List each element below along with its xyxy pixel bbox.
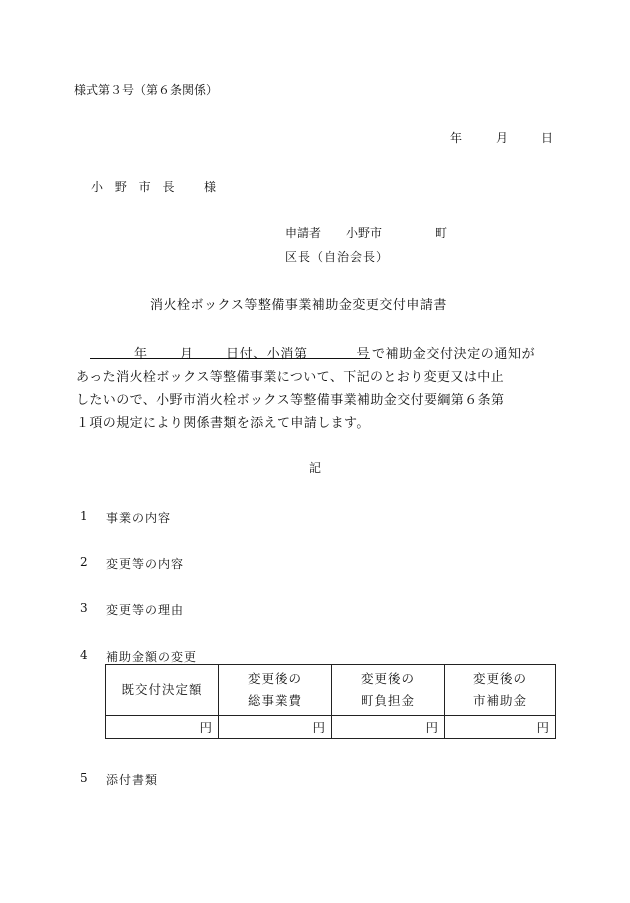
item-2-label: 変更等の内容 <box>106 557 185 571</box>
ref-day: 日付、小消第 <box>226 347 308 362</box>
header-town-line1: 変更後の <box>360 671 415 686</box>
applicant-city: 小野市 <box>346 226 383 240</box>
body-line-2: あった消火栓ボックス等整備事業について、下記のとおり変更又は中止 <box>76 370 505 385</box>
addressee-name: 小 野 市 長 <box>91 180 179 194</box>
value-existing[interactable] <box>106 716 219 739</box>
reference-date-blank <box>90 343 308 362</box>
header-cell-total-cost <box>219 665 332 716</box>
header-cell-existing <box>106 665 219 716</box>
item-3-label: 変更等の理由 <box>106 603 185 617</box>
ref-issue: 号 <box>356 347 370 362</box>
item-5-label: 添付書類 <box>106 773 159 787</box>
addressee-honorific: 様 <box>204 180 217 194</box>
header-cell-town-share <box>332 665 445 716</box>
item-4-number: 4 <box>80 648 88 662</box>
table-header-row <box>106 665 556 716</box>
body-line-1 <box>90 343 370 362</box>
date-day: 日 <box>541 131 554 145</box>
date-year: 年 <box>450 131 463 145</box>
document-title: 消火栓ボックス等整備事業補助金変更交付申請書 <box>150 298 447 313</box>
header-cell-city-subsidy <box>445 665 556 716</box>
reference-number-blank <box>275 343 370 362</box>
item-5-number: 5 <box>80 771 88 785</box>
header-town-line2: 町負担金 <box>360 693 415 708</box>
ki-heading: 記 <box>309 461 322 475</box>
header-city-line1: 変更後の <box>472 671 527 686</box>
value-town-share[interactable] <box>332 716 445 739</box>
header-total-line2: 総事業費 <box>247 693 302 708</box>
item-1-label: 事業の内容 <box>106 511 172 525</box>
unit-yen: 円 <box>199 720 212 735</box>
applicant-role: 区長（自治会長） <box>285 250 390 264</box>
unit-yen: 円 <box>425 720 438 735</box>
subsidy-change-table <box>105 664 556 739</box>
applicant-town: 町 <box>435 226 448 240</box>
header-total-line1: 変更後の <box>247 671 302 686</box>
applicant-label: 申請者 <box>285 226 322 240</box>
ref-month: 月 <box>180 347 194 362</box>
unit-yen: 円 <box>312 720 325 735</box>
unit-yen: 円 <box>536 720 549 735</box>
header-city-line2: 市補助金 <box>472 693 527 708</box>
body-line-3: したいので、小野市消火栓ボックス等整備事業補助金交付要綱第６条第 <box>76 393 505 408</box>
ref-year: 年 <box>134 347 148 362</box>
header-existing-label: 既交付決定額 <box>121 682 203 697</box>
date-month: 月 <box>496 131 509 145</box>
value-city-subsidy[interactable] <box>445 716 556 739</box>
item-2-number: 2 <box>80 555 88 569</box>
form-number: 様式第３号（第６条関係） <box>74 83 219 97</box>
item-3-number: 3 <box>80 601 88 615</box>
value-total-cost[interactable] <box>219 716 332 739</box>
item-4-label: 補助金額の変更 <box>106 650 198 664</box>
table-value-row <box>106 716 556 739</box>
item-1-number: 1 <box>80 509 88 523</box>
body-line-1-rest: で補助金交付決定の通知が <box>372 347 536 362</box>
body-line-4: １項の規定により関係書類を添えて申請します。 <box>76 416 370 431</box>
